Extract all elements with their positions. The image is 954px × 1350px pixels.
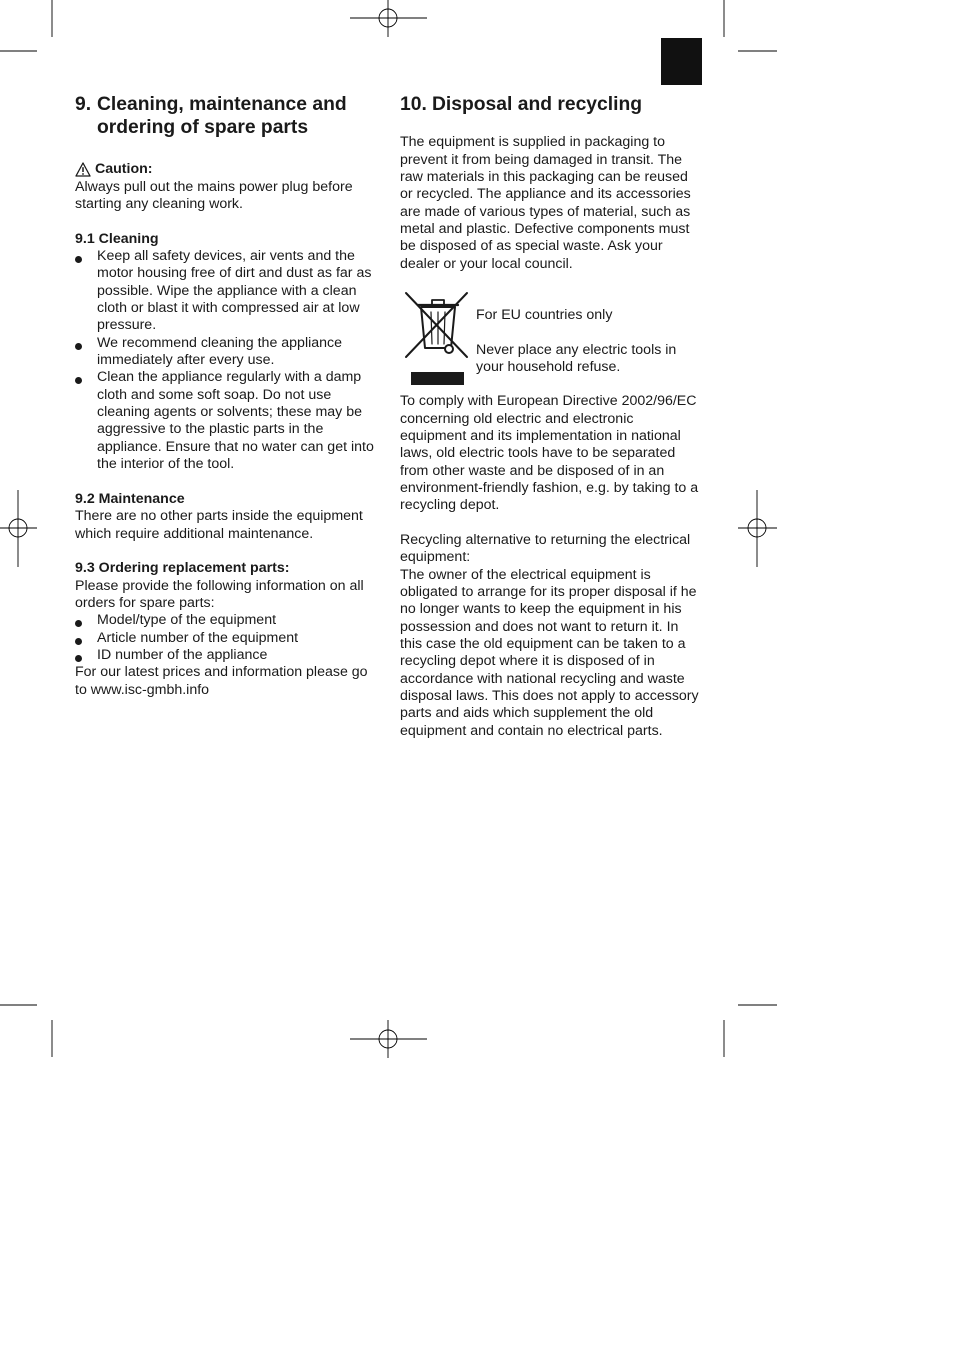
paragraph-line: prevent it from being damaged in transit. The <box>400 151 683 168</box>
list-item <box>75 248 385 335</box>
alternative-line: equipment and contain no electrical parts. <box>400 722 663 739</box>
paragraph-line: be disposed of as special waste. Ask your <box>400 238 663 255</box>
alternative-line: possession and does not want to return it. In <box>400 618 679 635</box>
section-10-heading <box>400 93 642 116</box>
alternative-line: recycling depot where it is disposed of in <box>400 653 655 670</box>
section-9-heading <box>75 93 347 139</box>
caution-text-line: starting any cleaning work. <box>75 195 243 212</box>
weee-warning-line: Never place any electric tools in <box>476 341 677 358</box>
list-item-line: Keep all safety devices, air vents and the <box>97 248 355 265</box>
spacer <box>75 213 385 230</box>
list-item <box>75 335 385 370</box>
list-item-line: cleaning agents or solvents; these may be <box>97 404 362 421</box>
paragraph-line: The equipment is supplied in packaging to <box>400 134 666 151</box>
caution-label: Caution: <box>95 161 153 178</box>
paragraph-line: dealer or your local council. <box>400 255 573 272</box>
alternative-line: this case the old equipment can be taken to a <box>400 636 686 653</box>
ordering-intro-line: Please provide the following information on all <box>75 577 364 594</box>
caution-text-line: Always pull out the mains power plug before <box>75 178 353 195</box>
section-9-body <box>75 161 385 699</box>
registration-mark-top <box>350 0 427 37</box>
list-item <box>75 612 385 629</box>
ordering-outro-line: to www.isc-gmbh.info <box>75 681 210 698</box>
section-9-number: 9. <box>75 93 92 115</box>
alternative-line: equipment: <box>400 549 471 566</box>
list-item-line: cloth or blast it with compressed air at low <box>97 300 360 317</box>
list-item-line: appliance. Ensure that no water can get into <box>97 438 374 455</box>
ordering-intro-line: orders for spare parts: <box>75 594 215 611</box>
maintenance-text-line: There are no other parts inside the equipment <box>75 508 363 525</box>
crop-mark-bottom-right <box>724 1005 777 1057</box>
list-item-line: Clean the appliance regularly with a damp <box>97 369 362 386</box>
list-item-line: pressure. <box>97 317 157 334</box>
bullet-dot <box>75 620 82 627</box>
directive-line: To comply with European Directive 2002/96/EC <box>400 393 697 410</box>
weee-warning-line: your household refuse. <box>476 359 621 376</box>
directive-line: concerning old electric and electronic <box>400 410 634 427</box>
maintenance-subheading: 9.2 Maintenance <box>75 490 185 507</box>
crop-mark-top-left <box>0 0 52 51</box>
bullet-dot <box>75 655 82 662</box>
list-item-line: We recommend cleaning the appliance <box>97 334 343 351</box>
list-item <box>75 369 385 473</box>
section-9-heading-line <box>75 93 347 116</box>
section-10-title: Disposal and recycling <box>432 93 643 115</box>
list-item-line: Article number of the equipment <box>97 629 299 646</box>
alternative-line: no longer wants to keep the equipment in his <box>400 601 682 618</box>
paragraph-line: or recycled. The appliance and its accessories <box>400 186 691 203</box>
directive-line: environment-friendly fashion, e.g. by taking to a <box>400 480 699 497</box>
spacer <box>400 515 699 532</box>
ordering-outro-line: For our latest prices and information please go <box>75 664 368 681</box>
alternative-line: parts and aids which supplement the old <box>400 705 654 722</box>
list-item-line: ID number of the appliance <box>97 646 268 663</box>
crop-mark-bottom-left <box>0 1005 52 1057</box>
section-9-heading-line <box>75 116 347 139</box>
caution-heading <box>75 161 385 178</box>
eu-only-note: For EU countries only <box>476 307 613 324</box>
alternative-line: Recycling alternative to returning the electrical <box>400 532 691 549</box>
alternative-line: disposal laws. This does not apply to accessory <box>400 688 699 705</box>
disposal-intro-paragraph <box>400 134 691 273</box>
alternative-line: accordance with national recycling and waste <box>400 670 685 687</box>
list-item-line: aggressive to the plastic parts in the <box>97 421 324 438</box>
bullet-dot <box>75 377 82 384</box>
list-item-line: possible. Wipe the appliance with a clean <box>97 282 357 299</box>
list-item-line: immediately after every use. <box>97 352 275 369</box>
paragraph-line: are made of various types of material, such as <box>400 203 691 220</box>
warning-triangle-icon <box>75 162 91 177</box>
bullet-dot <box>75 343 82 350</box>
spacer <box>75 473 385 490</box>
alternative-line: The owner of the electrical equipment is <box>400 566 651 583</box>
crossed-out-wheelie-bin-icon <box>403 290 471 388</box>
section-10-number: 10. <box>400 93 427 115</box>
bullet-dot <box>75 638 82 645</box>
list-item-line: Model/type of the equipment <box>97 612 277 629</box>
list-item <box>75 647 385 664</box>
directive-line: laws, old electric tools have to be separated <box>400 445 676 462</box>
list-item <box>75 630 385 647</box>
directive-line: from other waste and be disposed of in an <box>400 462 665 479</box>
bullet-dot <box>75 256 82 263</box>
list-item-line: the interior of the tool. <box>97 456 235 473</box>
cleaning-subheading: 9.1 Cleaning <box>75 230 159 247</box>
registration-mark-left <box>0 490 37 567</box>
paragraph-line: raw materials in this packaging can be reused <box>400 168 688 185</box>
list-item-line: motor housing free of dirt and dust as far as <box>97 265 372 282</box>
spacer <box>75 543 385 560</box>
registration-mark-right <box>738 490 777 567</box>
directive-line: equipment and its implementation in national <box>400 427 681 444</box>
registration-mark-bottom <box>350 1020 427 1058</box>
spacer <box>476 325 676 342</box>
crop-mark-top-right <box>724 0 777 51</box>
list-item-line: cloth and some soft soap. Do not use <box>97 386 332 403</box>
thumb-index-tab <box>661 38 702 85</box>
alternative-line: obligated to arrange for its proper disposal if he <box>400 584 697 601</box>
maintenance-text-line: which require additional maintenance. <box>75 525 314 542</box>
ordering-subheading: 9.3 Ordering replacement parts: <box>75 560 290 577</box>
section-9-title-line: Cleaning, maintenance and <box>97 93 347 115</box>
weee-notes <box>476 307 676 376</box>
section-9-title-line: ordering of spare parts <box>97 116 309 138</box>
disposal-details <box>400 393 699 740</box>
paragraph-line: metal and plastic. Defective components must <box>400 221 690 238</box>
directive-line: recycling depot. <box>400 497 500 514</box>
